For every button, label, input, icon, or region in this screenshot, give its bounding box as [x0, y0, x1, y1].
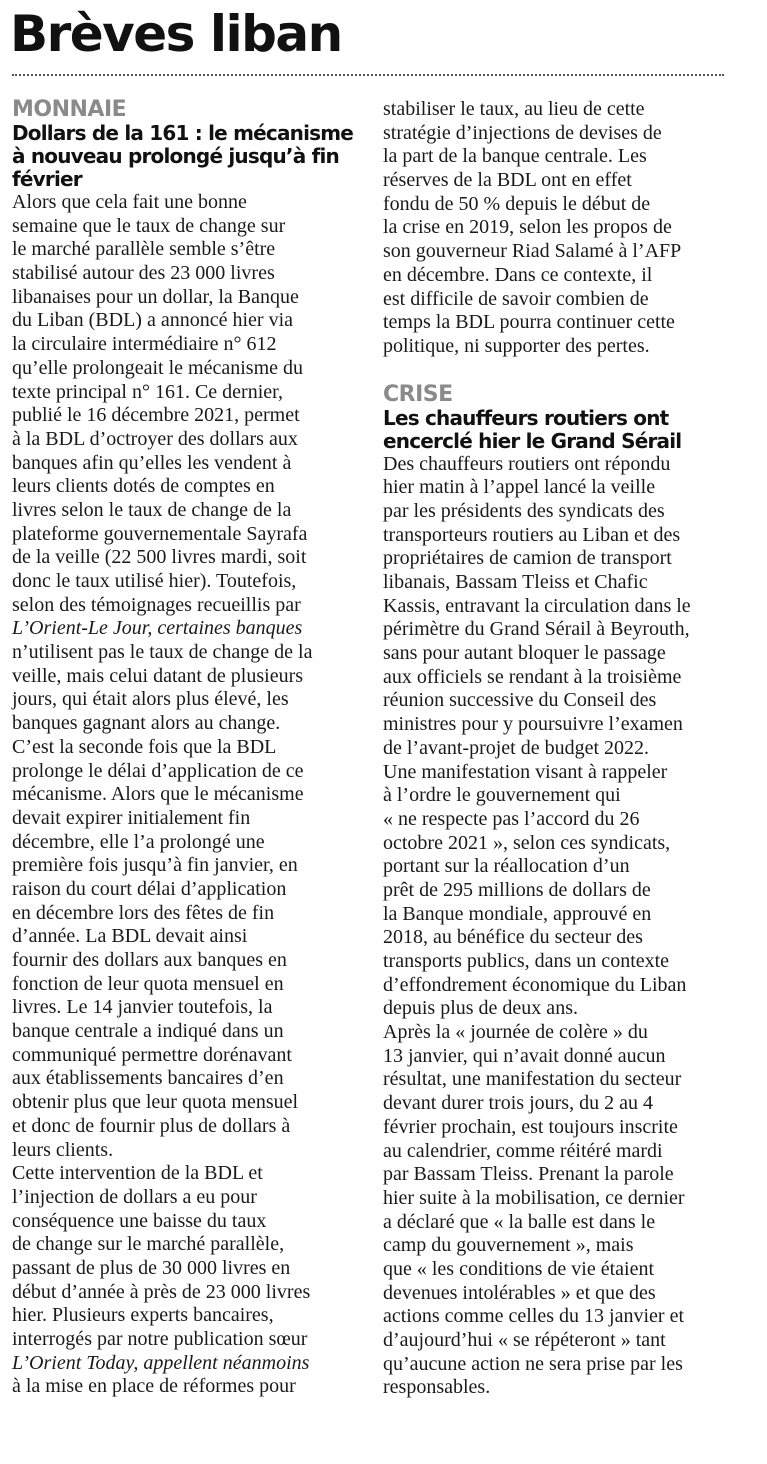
text-line: fournir des dollars aux banques en [12, 949, 287, 971]
section-gap [383, 359, 731, 383]
text-line: mécanisme. Alors que le mécanisme [12, 783, 304, 806]
text-line: hier. Plusieurs experts bancaires, [12, 1304, 274, 1327]
text-line: hier suite à la mobilisation, ce dernier [383, 1186, 685, 1209]
text-line: aux officiels se rendant à la troisième [383, 665, 682, 688]
text-line: que « les conditions de vie étaient [383, 1257, 655, 1280]
text-line: semaine que le taux de change sur [12, 214, 286, 237]
text-line: camp du gouvernement », mais [383, 1234, 634, 1257]
text-line: février prochain, est toujours inscrite [383, 1115, 678, 1138]
headline-line: Les chauffeurs routiers ont [383, 405, 669, 430]
text-line: politique, ni supporter des pertes. [383, 334, 650, 357]
text-line: octobre 2021 », selon ces syndicats, [383, 831, 671, 854]
text-line: d’effondrement économique du Liban [383, 973, 687, 996]
text-line: portant sur la réallocation d’un [383, 855, 630, 878]
text-line: C’est la seconde fois que la BDL [12, 735, 277, 758]
text-line: communiqué permettre dorénavant [12, 1043, 292, 1066]
text-line: obtenir plus que leur quota mensuel [12, 1091, 299, 1114]
text-line: selon des témoignages recueillis par [12, 593, 301, 616]
text-line: aux établissements bancaires d’en [12, 1067, 284, 1090]
text-line: de change sur le marché parallèle, [12, 1233, 285, 1256]
text-line: ministres pour y poursuivre l’examen [383, 713, 683, 736]
text-line: par les présidents des syndicats des [383, 499, 665, 522]
text-line: 13 janvier, qui n’avait donné aucun [383, 1044, 666, 1067]
text-line: plateforme gouvernementale Sayrafa [12, 522, 308, 545]
text-line: l’injection de dollars a eu pour [12, 1185, 257, 1208]
headline-line: février [12, 167, 82, 191]
rubric-crise: CRISE [383, 381, 453, 407]
text-line: stabilisé autour des 23 000 livres [12, 262, 275, 285]
text-line: Alors que cela fait une bonne [12, 191, 247, 213]
headline-crise [383, 407, 731, 453]
text-line: actions comme celles du 13 janvier et [383, 1305, 685, 1328]
text-line: réunion successive du Conseil des [383, 689, 657, 712]
text-line: n’utilisent pas le taux de change de la [12, 641, 313, 664]
text-line: la circulaire intermédiaire n° 612 [12, 333, 277, 356]
text-line: libanais, Bassam Tleiss et Chafic [383, 571, 648, 593]
text-line: banques gagnant alors au change. [12, 712, 281, 735]
text-line: Une manifestation visant à rappeler [383, 760, 668, 783]
text-line: veille, mais celui datant de plusieurs [12, 664, 304, 687]
text-line: Cette intervention de la BDL et [12, 1162, 263, 1185]
text-line: prolonge le délai d’application de ce [12, 759, 304, 782]
text-line: passant de plus de 30 000 livres en [12, 1256, 291, 1279]
text-line: début d’année à près de 23 000 livres [12, 1280, 311, 1303]
text-line: le marché parallèle semble s’être [12, 238, 276, 261]
text-line: libanaises pour un dollar, la Banque [12, 285, 299, 308]
text-line: au calendrier, comme réitéré mardi [383, 1139, 663, 1162]
text-line: par Bassam Tleiss. Prenant la parole [383, 1163, 674, 1186]
text-line: qu’elle prolongeait le mécanisme du [12, 356, 304, 379]
headline-monnaie [12, 122, 360, 191]
text-line: stabiliser le taux, au lieu de cette [383, 98, 645, 120]
text-line: transporteurs routiers au Liban et des [383, 523, 681, 546]
text-line: publié le 16 décembre 2021, permet [12, 404, 300, 427]
text-line: Des chauffeurs routiers ont répondu [383, 452, 671, 475]
text-line: banque centrale a indiqué dans un [12, 1020, 284, 1043]
page-title: Brèves liban [10, 5, 342, 63]
text-line: donc le taux utilisé hier). Toutefois, [12, 570, 297, 592]
text-line: réserves de la BDL ont en effet [383, 169, 632, 192]
text-line: de l’avant-projet de budget 2022. [383, 736, 650, 759]
text-line: a déclaré que « la balle est dans le [383, 1210, 656, 1233]
text-line: stratégie d’injections de devises de [383, 121, 662, 144]
text-line: de la veille (22 500 livres mardi, soit [12, 546, 307, 569]
text-line: banques afin qu’elles les vendent à [12, 451, 292, 474]
text-line: première fois jusqu’à fin janvier, en [12, 854, 298, 877]
text-line: Kassis, entravant la circulation dans le [383, 594, 691, 617]
headline-line: à nouveau prolongé jusqu’à fin [12, 144, 339, 168]
column-left [12, 98, 360, 1399]
text-line: du Liban (BDL) a annoncé hier via [12, 309, 294, 332]
text-line: « ne respecte pas l’accord du 26 [383, 807, 640, 830]
article-body-crise [383, 453, 731, 1401]
text-line: qu’aucune action ne sera prise par les [383, 1352, 683, 1375]
rubric-monnaie: MONNAIE [12, 97, 127, 122]
text-line: en décembre lors des fêtes de fin [12, 901, 275, 924]
headline-line: encerclé hier le Grand Sérail [383, 428, 682, 453]
article-body-monnaie-part2 [383, 98, 731, 359]
text-line: en décembre. Dans ce contexte, il [383, 263, 653, 286]
text-line: son gouverneur Riad Salamé à l’AFP [383, 240, 682, 263]
dotted-divider [12, 74, 724, 76]
text-line: devant durer trois jours, du 2 au 4 [383, 1092, 653, 1115]
text-line: fondu de 50 % depuis le début de [383, 192, 651, 215]
text-line: devenues intolérables » et que des [383, 1281, 656, 1304]
headline-line: Dollars de la 161 : le mécanisme [12, 121, 354, 145]
text-line: fonction de leur quota mensuel en [12, 972, 284, 995]
text-line: d’aujourd’hui « se répéteront » tant [383, 1329, 666, 1351]
text-line: est difficile de savoir combien de [383, 287, 649, 310]
text-line: la part de la banque centrale. Les [383, 145, 647, 168]
text-line: livres selon le taux de change de la [12, 498, 292, 521]
text-line: texte principal n° 161. Ce dernier, [12, 380, 283, 403]
text-line: hier matin à l’appel lancé la veille [383, 476, 656, 499]
text-line: la crise en 2019, selon les propos de [383, 216, 672, 239]
text-line: décembre, elle l’a prolongé une [12, 830, 265, 853]
text-line: sans pour autant bloquer le passage [383, 642, 666, 665]
text-line: à la mise en place de réformes pour [12, 1375, 296, 1398]
text-line: L’Orient-Le Jour, certaines banques [12, 617, 303, 640]
text-line: leurs clients. [12, 1138, 114, 1161]
text-line: d’année. La BDL devait ainsi [12, 925, 248, 948]
column-right [383, 98, 731, 1400]
text-line: la Banque mondiale, approuvé en [383, 902, 652, 925]
text-line: 2018, au bénéfice du secteur des [383, 926, 643, 949]
text-line: temps la BDL pourra continuer cette [383, 311, 675, 334]
text-line: à la BDL d’octroyer des dollars aux [12, 427, 298, 450]
text-line: raison du court délai d’application [12, 877, 287, 900]
text-line: et donc de fournir plus de dollars à [12, 1114, 291, 1137]
text-line: périmètre du Grand Sérail à Beyrouth, [383, 618, 690, 641]
text-line: transports publics, dans un contexte [383, 950, 670, 972]
text-line: leurs clients dotés de comptes en [12, 475, 275, 498]
text-line: Après la « journée de colère » du [383, 1021, 648, 1044]
text-line: à l’ordre le gouvernement qui [383, 784, 621, 807]
text-line: propriétaires de camion de transport [383, 547, 672, 570]
text-line: conséquence une baisse du taux [12, 1209, 267, 1232]
text-line: L’Orient Today, appellent néanmoins [12, 1351, 310, 1374]
text-line: résultat, une manifestation du secteur [383, 1068, 682, 1091]
text-line: jours, qui était alors plus élevé, les [12, 688, 289, 711]
text-line: interrogés par notre publication sœur [12, 1328, 308, 1350]
text-line: livres. Le 14 janvier toutefois, la [12, 996, 273, 1019]
text-line: responsables. [383, 1376, 491, 1399]
text-line: devait expirer initialement fin [12, 806, 251, 829]
article-body-monnaie-part1 [12, 191, 360, 1399]
text-line: depuis plus de deux ans. [383, 997, 578, 1020]
text-line: prêt de 295 millions de dollars de [383, 878, 651, 901]
